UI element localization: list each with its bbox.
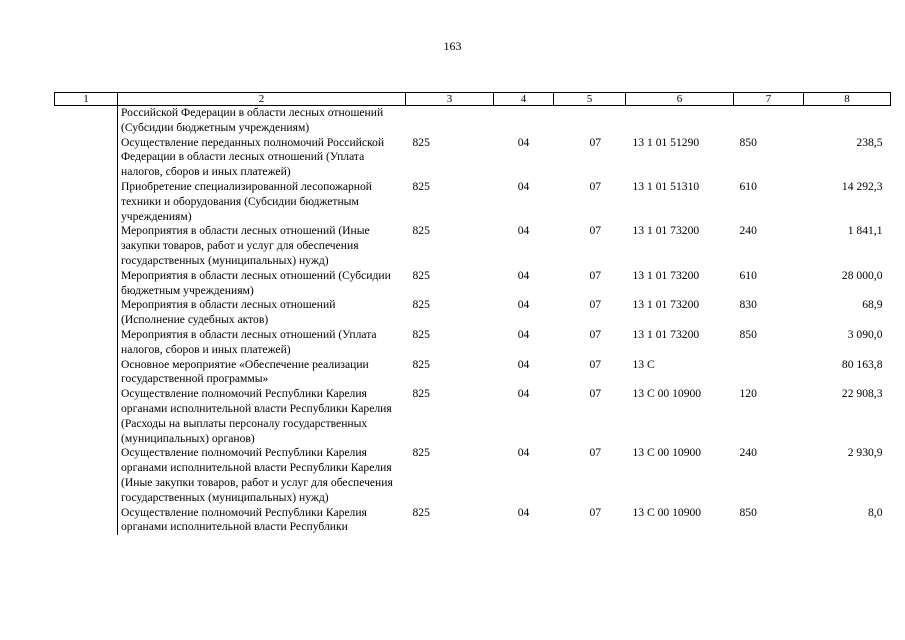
section-code-cell: 04 [517, 224, 530, 238]
target-article-cell: 13 1 01 73200 [632, 327, 700, 341]
expense-type-cell: 610 [739, 179, 757, 193]
row-number-cell [55, 136, 118, 180]
section-code-cell: 04 [517, 179, 530, 193]
expense-type-cell: 610 [739, 268, 757, 282]
item-name-cell: Основное мероприятие «Обеспечение реализации государственной программы» [121, 357, 369, 386]
item-name-cell: Осуществление полномочий Республики Карелия органами исполнительной власти Республики [121, 505, 367, 534]
expense-type-cell [734, 106, 804, 136]
item-name-cell: Российской Федерации в области лесных отношений (Субсидии бюджетным учреждениям) [121, 106, 384, 134]
item-name-cell: Мероприятия в области лесных отношений (Исполнение судебных актов) [121, 298, 336, 327]
section-code-cell: 04 [517, 505, 530, 519]
target-article-cell: 13 1 01 51290 [632, 135, 700, 149]
amount-cell: 28 000,0 [841, 268, 883, 282]
table-body [55, 106, 891, 536]
section-code-cell: 04 [517, 446, 530, 460]
expense-type-cell: 240 [739, 224, 757, 238]
item-name-cell: Мероприятия в области лесных отношений (Уплата налогов, сборов и иных платежей) [121, 327, 377, 356]
expense-type-cell: 850 [739, 505, 757, 519]
page-number: 163 [443, 39, 462, 53]
row-number-cell [55, 269, 118, 299]
table-row [55, 387, 891, 446]
expense-type-cell: 830 [739, 298, 757, 312]
subsection-code-cell: 07 [589, 179, 602, 193]
column-header-7: 7 [734, 93, 804, 106]
column-header-2: 2 [118, 93, 406, 106]
budget-table [54, 92, 891, 535]
ministry-code-cell: 825 [412, 357, 430, 371]
table-row [55, 358, 891, 388]
table-row [55, 269, 891, 299]
table-row [55, 224, 891, 268]
row-number-cell [55, 224, 118, 268]
section-code-cell: 04 [517, 327, 530, 341]
subsection-code-cell: 07 [589, 268, 602, 282]
expense-type-cell [734, 358, 804, 388]
subsection-code-cell: 07 [589, 135, 602, 149]
subsection-code-cell: 07 [589, 224, 602, 238]
section-code-cell: 04 [517, 387, 530, 401]
subsection-code-cell: 07 [589, 327, 602, 341]
table-row [55, 136, 891, 180]
section-code-cell: 04 [517, 268, 530, 282]
subsection-code-cell: 07 [589, 298, 602, 312]
amount-cell: 22 908,3 [841, 387, 883, 401]
table-row [55, 446, 891, 505]
table-row [55, 106, 891, 136]
ministry-code-cell: 825 [412, 135, 430, 149]
target-article-cell: 13 С 00 10900 [632, 387, 702, 401]
table-header-row [55, 93, 891, 106]
ministry-code-cell: 825 [412, 505, 430, 519]
item-name-cell: Осуществление полномочий Республики Карелия органами исполнительной власти Республики Карелия (Расходы на выплаты персоналу государственных (муниципальных) органов) [121, 387, 392, 445]
column-header-8: 8 [804, 93, 891, 106]
column-header-3: 3 [406, 93, 494, 106]
ministry-code-cell: 825 [412, 387, 430, 401]
section-code-cell [494, 106, 554, 136]
item-name-cell: Мероприятия в области лесных отношений (Иные закупки товаров, работ и услуг для обеспечения государственных (муниципальных) нужд) [121, 224, 370, 267]
subsection-code-cell: 07 [589, 446, 602, 460]
expense-type-cell: 240 [739, 446, 757, 460]
subsection-code-cell [554, 106, 626, 136]
target-article-cell: 13 1 01 73200 [632, 298, 700, 312]
ministry-code-cell [406, 106, 494, 136]
item-name-cell: Осуществление полномочий Республики Карелия органами исполнительной власти Республики Карелия (Иные закупки товаров, работ и услуг для обеспечения государственных (муниципальных) нужд) [121, 446, 393, 504]
subsection-code-cell: 07 [589, 387, 602, 401]
row-number-cell [55, 506, 118, 536]
amount-cell: 80 163,8 [841, 357, 883, 371]
column-header-1: 1 [55, 93, 118, 106]
expense-type-cell: 850 [739, 135, 757, 149]
table-row [55, 180, 891, 224]
subsection-code-cell: 07 [589, 505, 602, 519]
target-article-cell: 13 С 00 10900 [632, 446, 702, 460]
row-number-cell [55, 387, 118, 446]
table-row [55, 506, 891, 536]
item-name-cell: Мероприятия в области лесных отношений (Субсидии бюджетным учреждениям) [121, 268, 391, 297]
amount-cell: 238,5 [856, 135, 883, 149]
amount-cell: 2 930,9 [847, 446, 883, 460]
item-name-cell: Приобретение специализированной лесопожарной техники и оборудования (Субсидии бюджетным учреждениям) [121, 179, 373, 223]
expense-type-cell: 120 [739, 387, 757, 401]
table-row [55, 328, 891, 358]
row-number-cell [55, 106, 118, 136]
target-article-cell: 13 1 01 73200 [632, 224, 700, 238]
row-number-cell [55, 328, 118, 358]
table-row [55, 298, 891, 328]
target-article-cell: 13 С [632, 357, 655, 371]
row-number-cell [55, 180, 118, 224]
row-number-cell [55, 298, 118, 328]
subsection-code-cell: 07 [589, 357, 602, 371]
column-header-5: 5 [554, 93, 626, 106]
column-header-4: 4 [494, 93, 554, 106]
ministry-code-cell: 825 [412, 224, 430, 238]
section-code-cell: 04 [517, 135, 530, 149]
amount-cell: 14 292,3 [841, 179, 883, 193]
ministry-code-cell: 825 [412, 446, 430, 460]
ministry-code-cell: 825 [412, 327, 430, 341]
amount-cell: 1 841,1 [847, 224, 883, 238]
section-code-cell: 04 [517, 298, 530, 312]
target-article-cell [626, 106, 734, 136]
amount-cell: 8,0 [868, 505, 883, 519]
column-header-6: 6 [626, 93, 734, 106]
item-name-cell: Осуществление переданных полномочий Российской Федерации в области лесных отношений (Уплата налогов, сборов и иных платежей) [121, 135, 385, 179]
amount-cell: 3 090,0 [847, 327, 883, 341]
section-code-cell: 04 [517, 357, 530, 371]
row-number-cell [55, 446, 118, 505]
row-number-cell [55, 358, 118, 388]
ministry-code-cell: 825 [412, 268, 430, 282]
target-article-cell: 13 1 01 73200 [632, 268, 700, 282]
ministry-code-cell: 825 [412, 179, 430, 193]
target-article-cell: 13 С 00 10900 [632, 505, 702, 519]
target-article-cell: 13 1 01 51310 [632, 179, 700, 193]
amount-cell: 68,9 [862, 298, 883, 312]
amount-cell [804, 106, 891, 136]
expense-type-cell: 850 [739, 327, 757, 341]
ministry-code-cell: 825 [412, 298, 430, 312]
